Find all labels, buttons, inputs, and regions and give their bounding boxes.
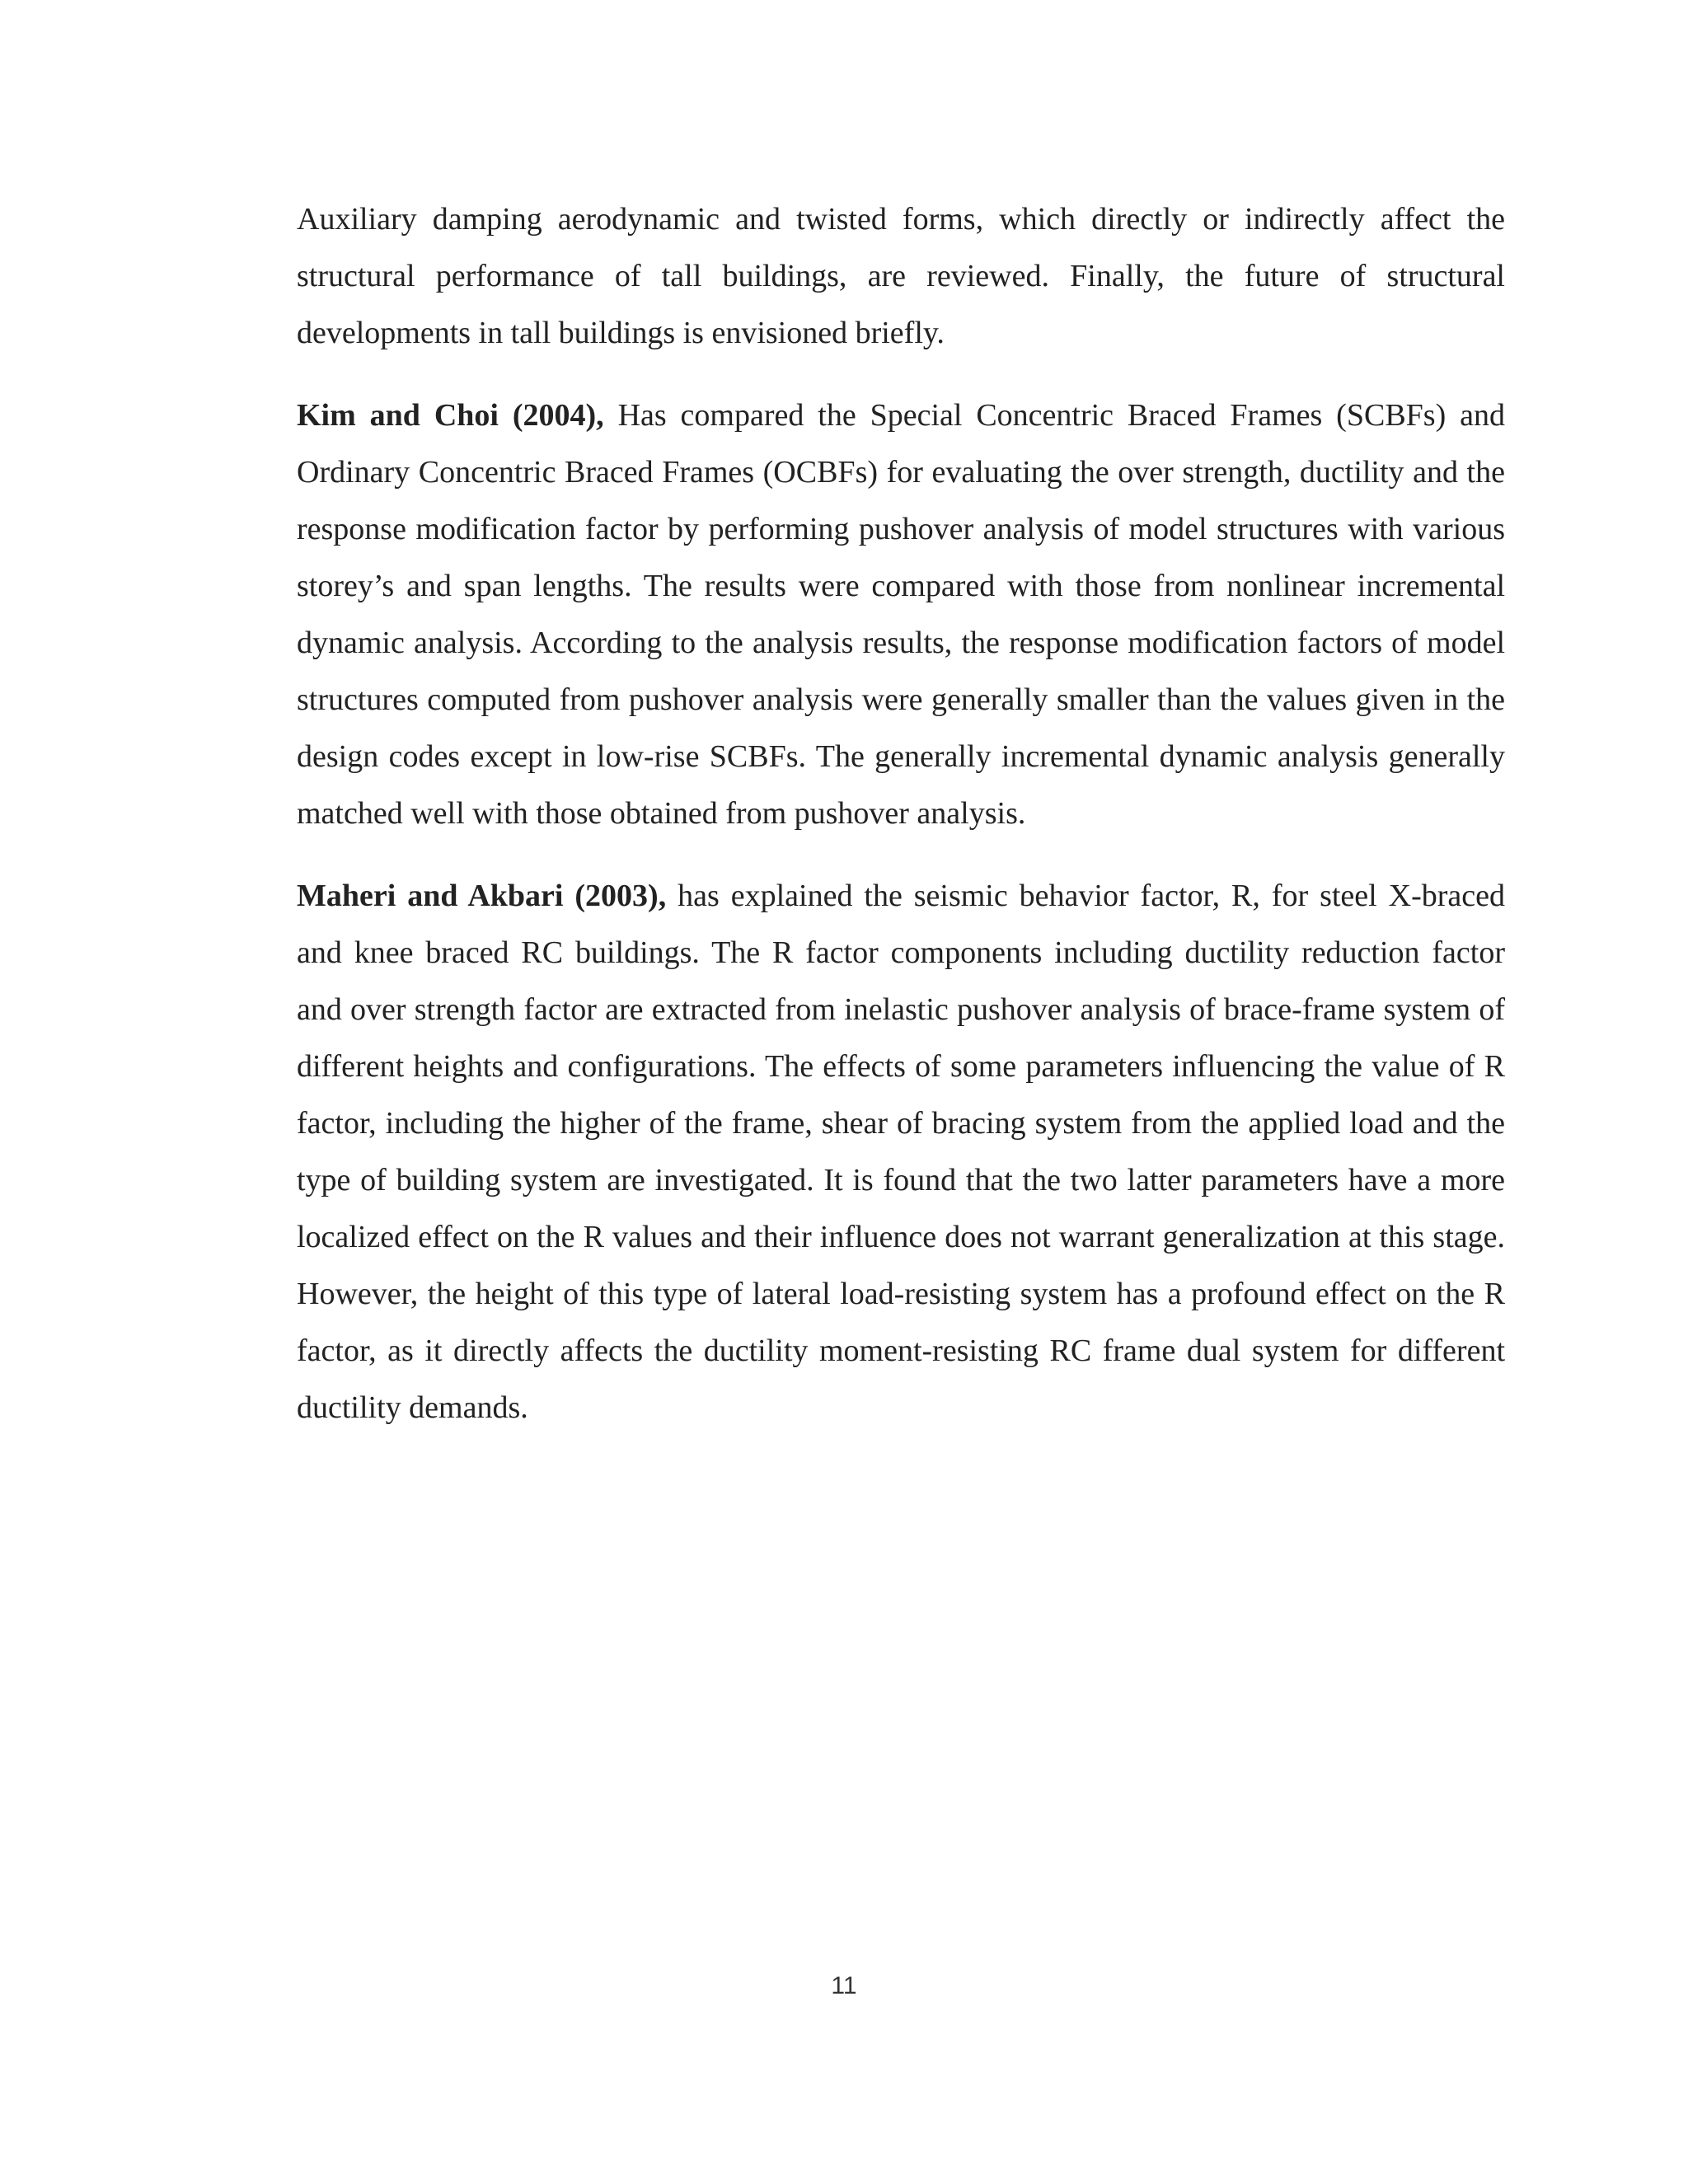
paragraph-text: Auxiliary damping aerodynamic and twisted forms, which directly or indirectly affect the structural performance of tall buildings, are reviewed. Finally, the future of structural developments in tall buildings is envisioned briefly. bbox=[297, 202, 1505, 350]
page-number: 11 bbox=[831, 1972, 857, 1999]
citation-lead: Maheri and Akbari (2003), bbox=[297, 879, 667, 913]
paragraph-maheri-akbari bbox=[297, 868, 1505, 1436]
citation-lead: Kim and Choi (2004), bbox=[297, 398, 604, 433]
paragraph-intro bbox=[297, 191, 1505, 362]
body-text bbox=[297, 191, 1505, 1462]
paragraph-text: has explained the seismic behavior factor, R, for steel X-braced and knee braced RC buildings. The R factor components including ductility reduction factor and over strength factor are extracted from inelastic pushover analysis of brace-frame system of different heights and configurations. The effects of some parameters influencing the value of R factor, including the higher of the frame, shear of bracing system from the applied load and the type of building system are investigated. It is found that the two latter parameters have a more localized effect on the R values and their influence does not warrant generalization at this stage. However, the height of this type of lateral load-resisting system has a profound effect on the R factor, as it directly affects the ductility moment-resisting RC frame dual system for different ductility demands. bbox=[297, 879, 1506, 1425]
paragraph-text: Has compared the Special Concentric Braced Frames (SCBFs) and Ordinary Concentric Braced Frames (OCBFs) for evaluating the over strength, ductility and the response modification factor by performing pushover analysis of model structures with various storey’s and span lengths. The results were compared with those from nonlinear incremental dynamic analysis. According to the analysis results, the response modification factors of model structures computed from pushover analysis were generally smaller than the values given in the design codes except in low-rise SCBFs. The generally incremental dynamic analysis generally matched well with those obtained from pushover analysis. bbox=[297, 398, 1506, 831]
paragraph-kim-choi bbox=[297, 387, 1505, 842]
